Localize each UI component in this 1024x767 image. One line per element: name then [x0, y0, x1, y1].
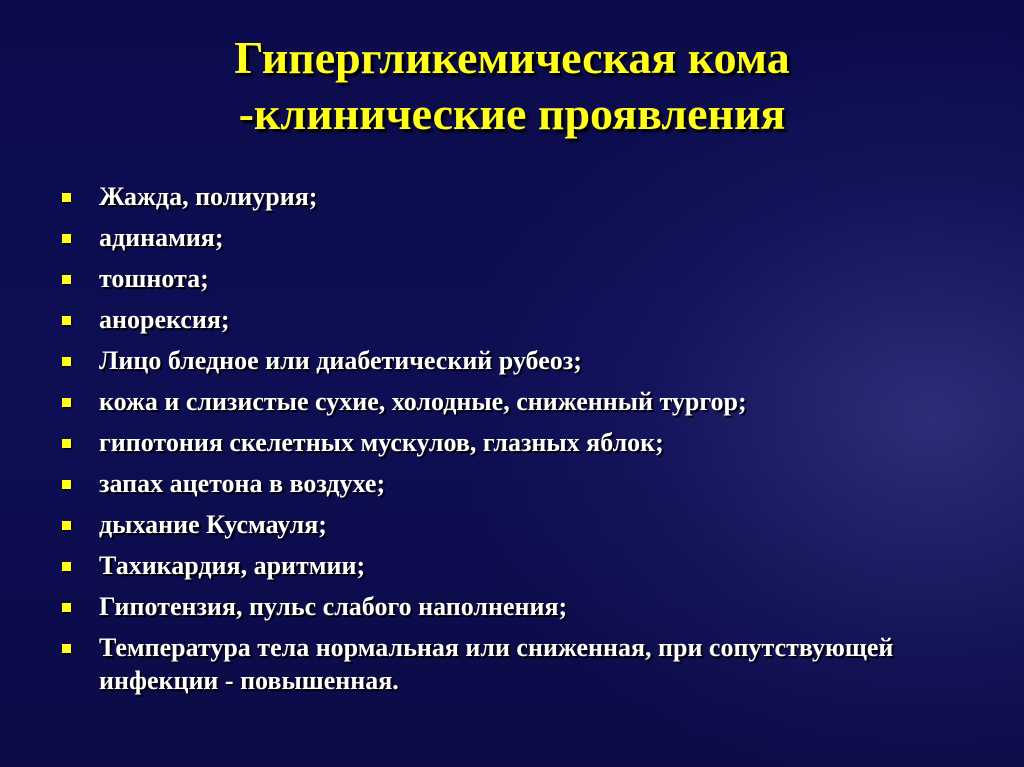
- bullet-list: [58, 180, 998, 697]
- bullet-text: кожа и слизистые сухие, холодные, сниженный тургор;: [99, 387, 747, 416]
- bullet-item: [58, 180, 998, 221]
- bullet-item: [58, 344, 998, 385]
- bullet-text: Жажда, полиурия;: [99, 182, 318, 211]
- square-bullet-icon: [62, 562, 71, 571]
- bullet-item: [58, 426, 998, 467]
- bullet-text: Температура тела нормальная или сниженная, при сопутствующей инфекции - повышенная.: [99, 633, 894, 695]
- bullet-item: [58, 221, 998, 262]
- square-bullet-icon: [62, 521, 71, 530]
- square-bullet-icon: [62, 603, 71, 612]
- bullet-item: [58, 385, 998, 426]
- slide-title-line-2: -клинические проявления: [238, 88, 786, 139]
- square-bullet-icon: [62, 234, 71, 243]
- bullet-text: Тахикардия, аритмии;: [99, 551, 366, 580]
- square-bullet-icon: [62, 316, 71, 325]
- square-bullet-icon: [62, 480, 71, 489]
- square-bullet-icon: [62, 357, 71, 366]
- square-bullet-icon: [62, 398, 71, 407]
- bullet-item: [58, 262, 998, 303]
- square-bullet-icon: [62, 275, 71, 284]
- square-bullet-icon: [62, 193, 71, 202]
- bullet-text: гипотония скелетных мускулов, глазных яблок;: [99, 428, 664, 457]
- bullet-item: [58, 467, 998, 508]
- bullet-item: [58, 590, 998, 631]
- bullet-item: [58, 508, 998, 549]
- bullet-text: Гипотензия, пульс слабого наполнения;: [99, 592, 568, 621]
- bullet-item: [58, 549, 998, 590]
- bullet-text: тошнота;: [99, 264, 209, 293]
- square-bullet-icon: [62, 644, 71, 653]
- bullet-text: Лицо бледное или диабетический рубеоз;: [99, 346, 582, 375]
- bullet-item: [58, 631, 939, 697]
- slide-title: [0, 30, 1024, 142]
- square-bullet-icon: [62, 439, 71, 448]
- bullet-text: запах ацетона в воздухе;: [99, 469, 386, 498]
- bullet-text: анорексия;: [99, 305, 230, 334]
- bullet-text: адинамия;: [99, 223, 224, 252]
- bullet-item: [58, 303, 998, 344]
- bullet-text: дыхание Кусмауля;: [99, 510, 327, 539]
- slide-title-line-1: Гипергликемическая кома: [234, 32, 790, 83]
